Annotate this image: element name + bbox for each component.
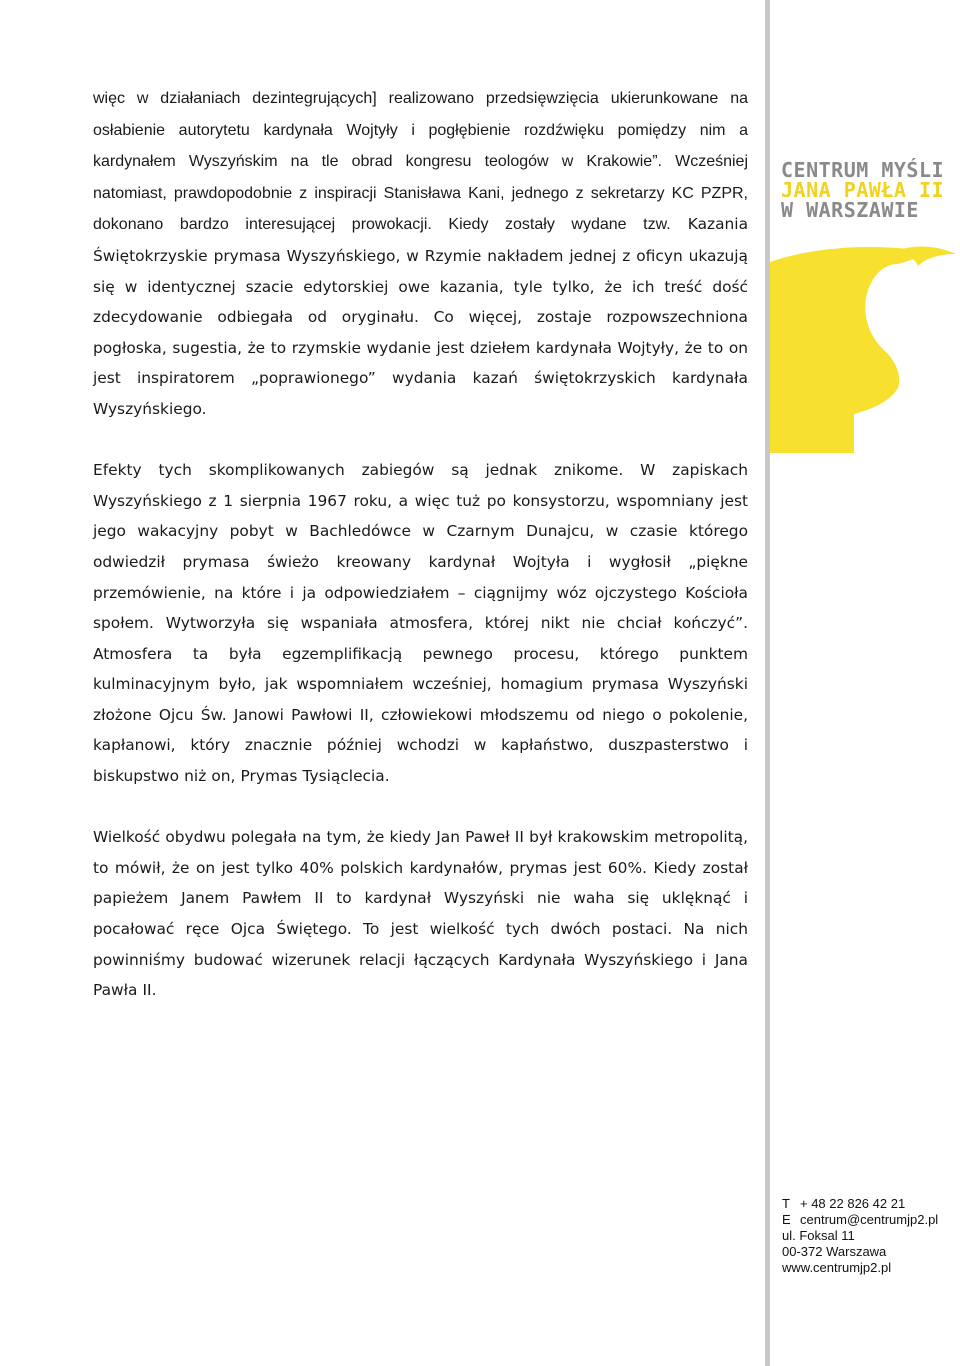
paragraph-1-text: więc w działaniach dezintegrujących] realizowano przedsięwzięcia ukierunkowane na osłabienie autorytetu kardynała Wojtyły i pogłębienie rozdźwięku pomiędzy nim a kardynałem Wyszyńskim na tle obrad kongresu teologów w Krakowie”. Wcześniej natomiast, prawdopodobnie z inspiracji Stanisława Kani, jednego z sekretarzy KC PZPR, dokonano bardzo interesującej prowokacji. Kiedy zostały wydane tzw. — [93, 90, 748, 234]
logo-line-3: W WARSZAWIE — [781, 198, 919, 222]
logo-line-1: CENTRUM MYŚLI — [781, 158, 945, 182]
paragraph-1-tail: Kazania Świętokrzyskie prymasa Wyszyńskiego, w Rzymie nakładem jednej z oficyn ukazują się w identycznej szacie edytorskiej owe kazania, tyle tylko, że ich treść dość zdecydowanie odbiegała od oryginału. Co więcej, zostaje rozpowszechniona pogłoska, sugestia, że to rzymskie wydanie jest dziełem kardynała Wojtyły, że to on jest inspiratorem „poprawionego” wydania kazań świętokrzyskich kardynała Wyszyńskiego. — [93, 215, 748, 418]
street-address: ul. Foksal 11 — [782, 1228, 855, 1243]
logo-line-2: JANA PAWŁA II — [781, 178, 945, 202]
email-address[interactable]: centrum@centrumjp2.pl — [800, 1212, 939, 1227]
papal-silhouette-icon — [770, 238, 960, 460]
website-link[interactable]: www.centrumjp2.pl — [782, 1260, 892, 1275]
email-label: E — [782, 1212, 791, 1227]
paragraph-1 — [93, 83, 748, 425]
contact-phone-row — [782, 1196, 938, 1212]
contact-block — [782, 1196, 938, 1276]
margin-rule — [765, 0, 770, 1366]
contact-email-row — [782, 1212, 938, 1228]
paragraph-2: Efekty tych skomplikowanych zabiegów są jednak znikome. W zapiskach Wyszyńskiego z 1 sierpnia 1967 roku, a więc tuż po konsystorzu, wspomniany jest jego wakacyjny pobyt w Bachledówce w Czarnym Dunajcu, w czasie którego odwiedził prymasa świeżo kreowany kardynał Wojtyła i wygłosił „piękne przemówienie, na które i ja odpowiedziałem – ciągnijmy wóz ojczystego Kościoła społem. Wytworzyła się wspaniała atmosfera, której nikt nie chciał kończyć”. Atmosfera ta była egzemplifikacją pewnego procesu, którego punktem kulminacyjnym było, jak wspomniałem wcześniej, homagium prymasa Wyszyński złożone Ojcu Św. Janowi Pawłowi II, człowiekowi młodszemu od niego o pokolenie, kapłanowi, który znacznie później wchodzi w kapłaństwo, duszpasterstwo i biskupstwo niż on, Prymas Tysiąclecia. — [93, 461, 748, 786]
paragraph-3: Wielkość obydwu polegała na tym, że kiedy Jan Paweł II był krakowskim metropolitą, to mówił, że on jest tylko 40% polskich kardynałów, prymas jest 60%. Kiedy został papieżem Janem Pawłem II to kardynał Wyszyński nie waha się uklęknąć i pocałować ręce Ojca Świętego. To jest wielkość tych dwóch postaci. Na nich powinniśmy budować wizerunek relacji łączących Kardynała Wyszyńskiego i Jana Pawła II. — [93, 828, 748, 1000]
phone-number: + 48 22 826 42 21 — [800, 1196, 906, 1211]
phone-label: T — [782, 1196, 790, 1211]
city-address: 00-372 Warszawa — [782, 1244, 887, 1259]
document-body — [93, 83, 748, 1036]
logo-wordmark — [781, 160, 956, 220]
